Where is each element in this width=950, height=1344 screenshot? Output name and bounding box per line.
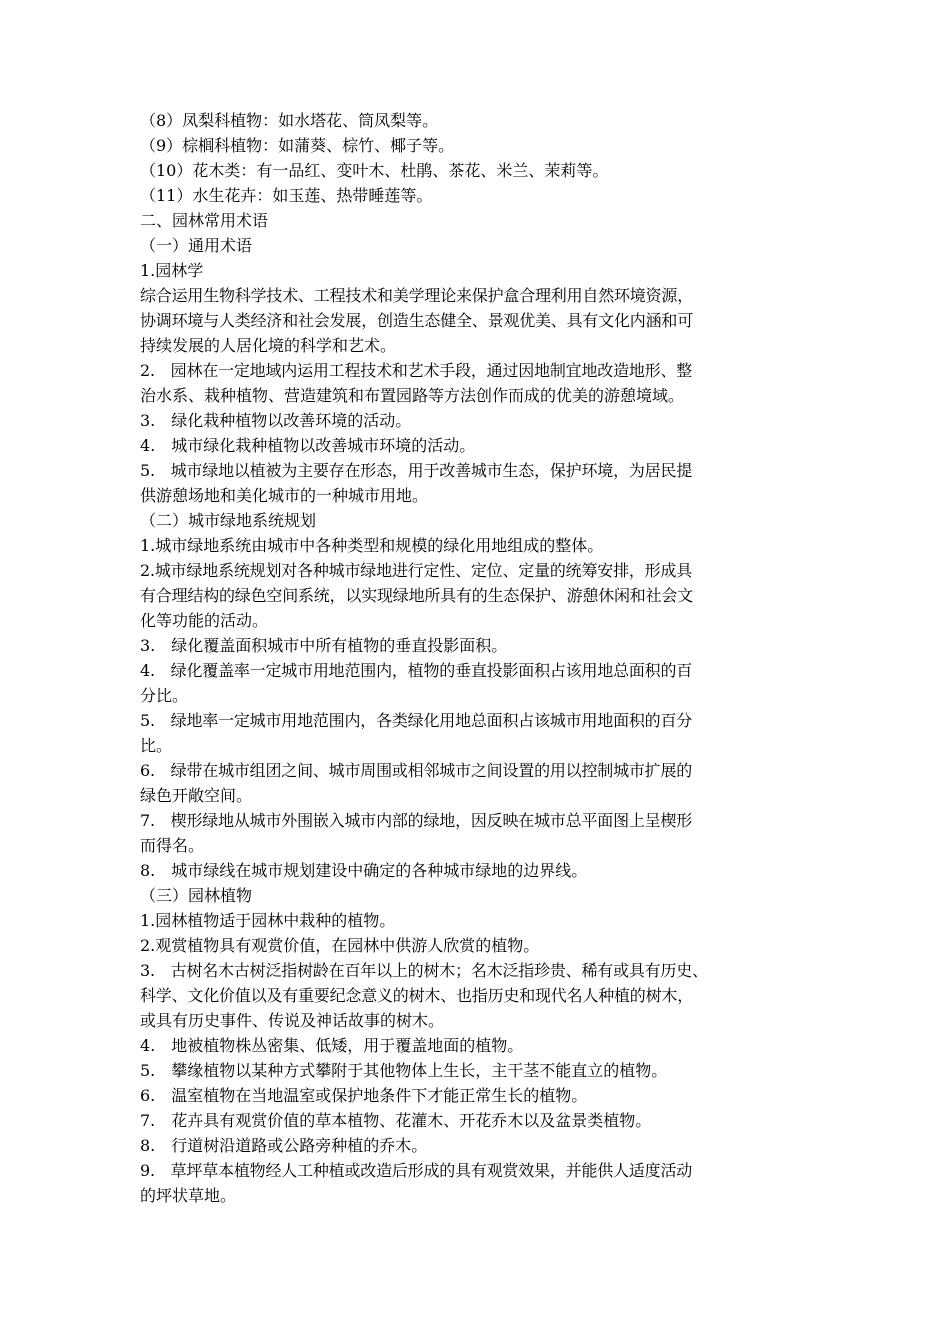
term-item-3: 3. 绿化栽种植物以改善环境的活动。 — [140, 411, 412, 430]
paragraph-line: 比。 — [140, 736, 173, 755]
subsection-heading-general-terms: （一）通用术语 — [140, 236, 253, 255]
term-item-6: 6. 温室植物在当地温室或保护地条件下才能正常生长的植物。 — [140, 1086, 588, 1105]
paragraph-line: 有合理结构的绿色空间系统，以实现绿地所具有的生态保护、游憩休闲和社会文 — [140, 586, 694, 605]
list-item-11-aquatic-flowers: （11）水生花卉：如玉莲、热带睡莲等。 — [140, 186, 433, 205]
term-item-4: 4. 城市绿化栽种植物以改善城市环境的活动。 — [140, 436, 476, 455]
paragraph-line: 的坪状草地。 — [140, 1186, 237, 1205]
term-item-7: 7. 花卉具有观赏价值的草本植物、花灌木、开花乔木以及盆景类植物。 — [140, 1111, 652, 1130]
term-item-1: 1.城市绿地系统由城市中各种类型和规模的绿化用地组成的整体。 — [140, 536, 604, 555]
term-item-1: 1.园林植物适于园林中栽种的植物。 — [140, 911, 396, 930]
term-item-4: 4. 绿化覆盖率一定城市用地范围内，植物的垂直投影面积占该用地总面积的百 — [140, 661, 693, 680]
term-item-5: 5. 城市绿地以植被为主要存在形态，用于改善城市生态，保护环境，为居民提 — [140, 461, 693, 480]
term-item-6: 6. 绿带在城市组团之间、城市周围或相邻城市之间设置的用以控制城市扩展的 — [140, 761, 693, 780]
document-body — [140, 108, 830, 1208]
paragraph-line: 供游憩场地和美化城市的一种城市用地。 — [140, 486, 429, 505]
paragraph-line: 治水系、栽种植物、营造建筑和布置园路等方法创作而成的优美的游憩境域。 — [140, 386, 685, 405]
paragraph-line: 或具有历史事件、传说及神话故事的树木。 — [140, 1011, 445, 1030]
term-item-2: 2.城市绿地系统规划对各种城市绿地进行定性、定位、定量的统筹安排，形成具 — [140, 561, 693, 580]
term-heading-landscape-architecture: 1.园林学 — [140, 261, 204, 280]
section-heading-terminology: 二、园林常用术语 — [140, 211, 269, 230]
subsection-heading-green-space-planning: （二）城市绿地系统规划 — [140, 511, 317, 530]
subsection-heading-landscape-plants: （三）园林植物 — [140, 886, 253, 905]
term-item-2: 2.观赏植物具有观赏价值，在园林中供游人欣赏的植物。 — [140, 936, 540, 955]
paragraph-line: 持续发展的人居化境的科学和艺术。 — [140, 336, 397, 355]
list-item-10-flowering-trees: （10）花木类：有一品红、变叶木、杜鹃、茶花、米兰、茉莉等。 — [140, 161, 609, 180]
term-item-5: 5. 攀缘植物以某种方式攀附于其他物体上生长，主干茎不能直立的植物。 — [140, 1061, 668, 1080]
paragraph-line: 协调环境与人类经济和社会发展，创造生态健全、景观优美、具有文化内涵和可 — [140, 311, 694, 330]
term-item-4: 4. 地被植物株丛密集、低矮，用于覆盖地面的植物。 — [140, 1036, 524, 1055]
list-item-9-palms: （9）棕榈科植物：如蒲葵、棕竹、椰子等。 — [140, 136, 455, 155]
term-item-2: 2. 园林在一定地域内运用工程技术和艺术手段，通过因地制宜地改造地形、整 — [140, 361, 693, 380]
term-item-7: 7. 楔形绿地从城市外围嵌入城市内部的绿地，因反映在城市总平面图上呈楔形 — [140, 811, 693, 830]
paragraph-line: 而得名。 — [140, 836, 205, 855]
term-item-9: 9. 草坪草本植物经人工种植或改造后形成的具有观赏效果，并能供人适度活动 — [140, 1161, 693, 1180]
list-item-8-bromeliads: （8）凤梨科植物：如水塔花、筒凤梨等。 — [140, 111, 439, 130]
paragraph-line: 综合运用生物科学技术、工程技术和美学理论来保护盒合理利用自然环境资源， — [140, 286, 694, 305]
term-item-8: 8. 城市绿线在城市规划建设中确定的各种城市绿地的边界线。 — [140, 861, 588, 880]
term-item-5: 5. 绿地率一定城市用地范围内，各类绿化用地总面积占该城市用地面积的百分 — [140, 711, 693, 730]
paragraph-line: 化等功能的活动。 — [140, 611, 269, 630]
term-item-3: 3. 绿化覆盖面积城市中所有植物的垂直投影面积。 — [140, 636, 508, 655]
paragraph-line: 绿色开敞空间。 — [140, 786, 253, 805]
term-item-3: 3. 古树名木古树泛指树龄在百年以上的树木；名木泛指珍贵、稀有或具有历史、 — [140, 961, 708, 980]
paragraph-line: 分比。 — [140, 686, 189, 705]
paragraph-line: 科学、文化价值以及有重要纪念意义的树木、也指历史和现代名人种植的树木， — [140, 986, 694, 1005]
term-item-8: 8. 行道树沿道路或公路旁种植的乔木。 — [140, 1136, 428, 1155]
